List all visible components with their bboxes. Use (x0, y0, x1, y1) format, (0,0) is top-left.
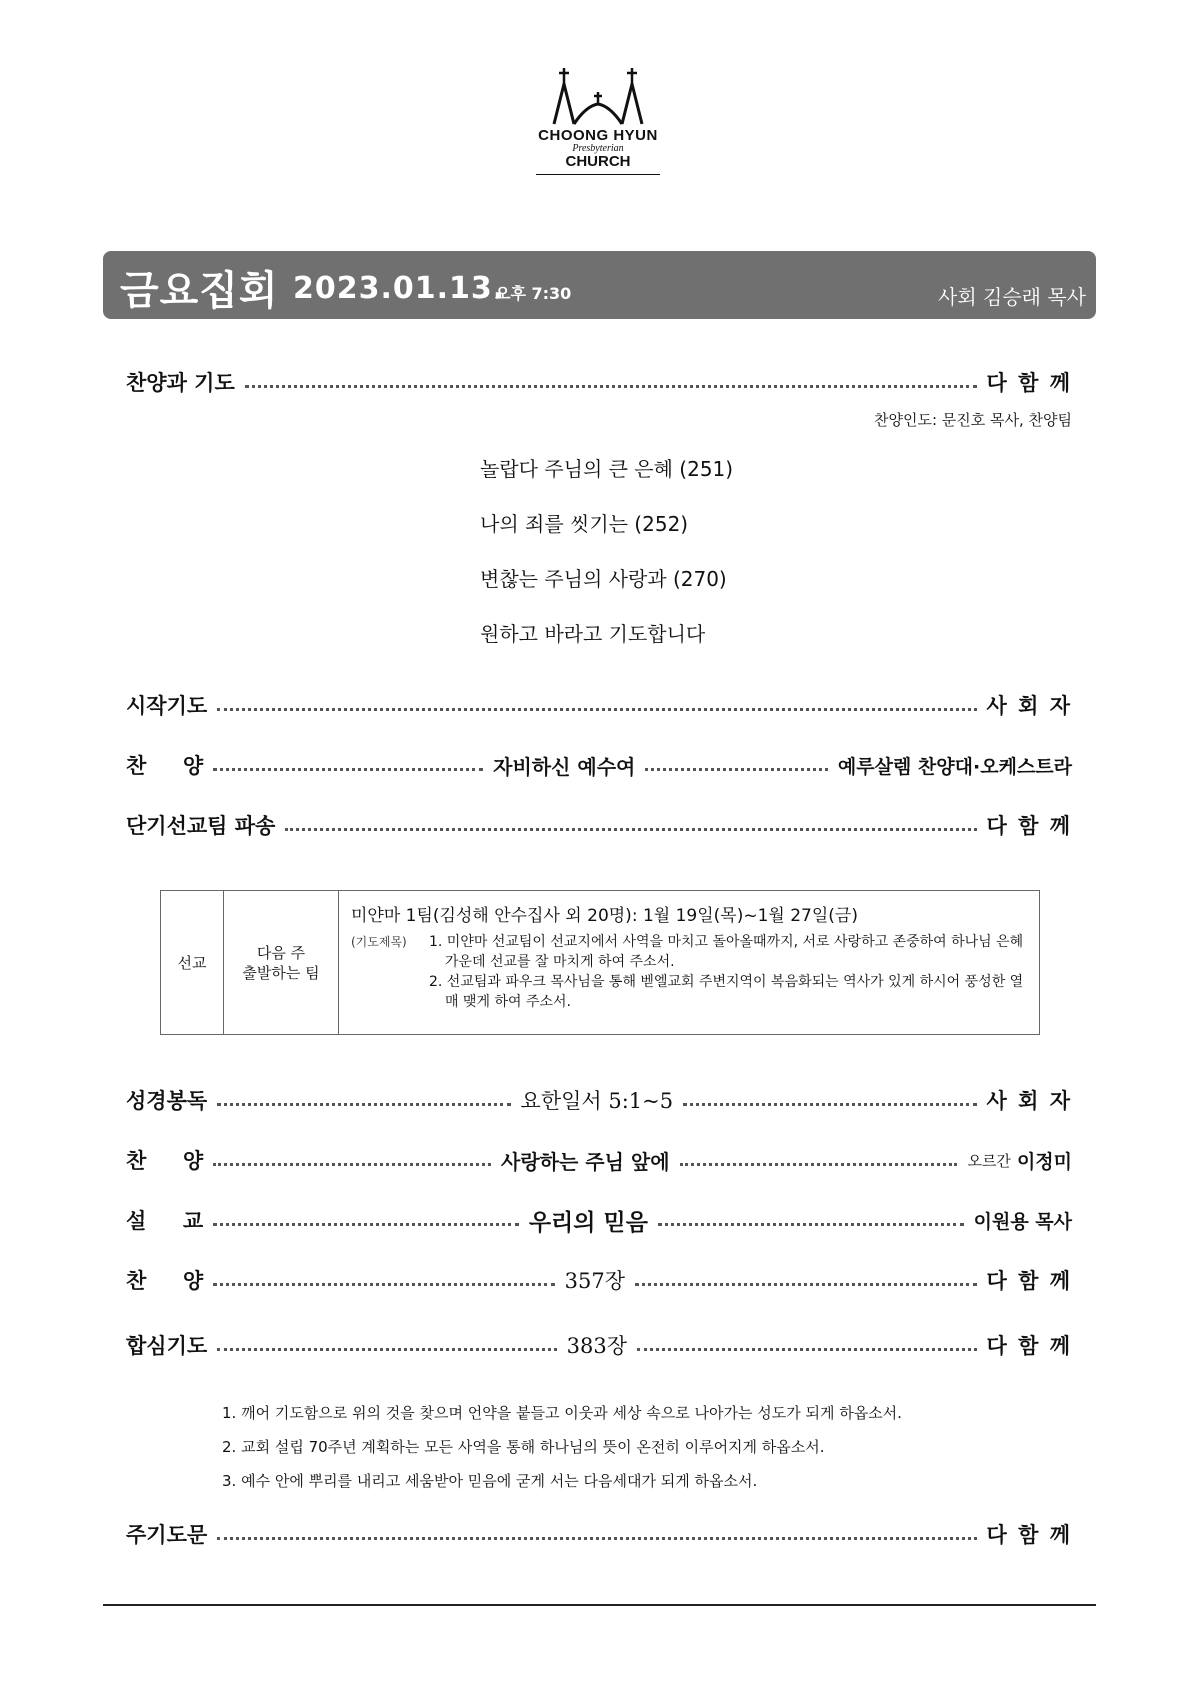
service-date: 2023.01.13. (293, 271, 506, 306)
mission-team-cell (224, 891, 339, 1034)
service-time: 오후 7:30 (495, 284, 572, 303)
mission-team-line: 다음 주 (256, 943, 306, 962)
dot-leader (213, 1163, 491, 1166)
prayer-notes (222, 1396, 902, 1498)
dot-leader (637, 1348, 977, 1351)
program-item: 자비하신 예수여 (493, 754, 636, 779)
program-leader: 다 함 께 (986, 1268, 1072, 1293)
logo-line-3: CHURCH (565, 153, 631, 170)
program-label: 설 교 (126, 1208, 204, 1233)
mission-team-line: 출발하는 팀 (242, 963, 320, 982)
program-role: 오르간 (967, 1151, 1011, 1170)
dot-leader (213, 768, 483, 771)
program-leader: 다 함 께 (986, 370, 1072, 395)
prayer-items (429, 932, 1027, 1012)
worship-leaders: 찬양인도: 문진호 목사, 찬양팀 (873, 411, 1072, 429)
program-leader: 이원용 목사 (973, 1210, 1073, 1233)
dot-leader (213, 1283, 555, 1286)
sermon-title: 우리의 믿음 (528, 1209, 648, 1236)
church-logo (536, 66, 660, 190)
program-row (126, 1517, 1072, 1551)
program-leader: 다 함 께 (986, 1522, 1072, 1547)
program-row (126, 1143, 1072, 1177)
logo-line-1: CHOONG HYUN (538, 127, 658, 144)
prayer-note: 2. 교회 설립 70주년 계획하는 모든 사역을 통해 하나님의 뜻이 온전히 이루어지게 하옵소서. (222, 1438, 825, 1456)
program-item: 요한일서 5:1~5 (520, 1089, 674, 1113)
dot-leader (645, 768, 828, 771)
dot-leader (217, 708, 976, 711)
prayer-tag: (기도제목) (351, 935, 407, 949)
program-row (126, 1328, 1072, 1362)
program-label: 성경봉독 (126, 1088, 208, 1113)
program-row (126, 808, 1072, 842)
mission-details (339, 891, 1039, 1034)
mission-table (160, 890, 1040, 1035)
program-leader: 이정미 (1016, 1150, 1072, 1173)
program-item: 357장 (564, 1269, 626, 1293)
service-leader: 사회 김승래 목사 (938, 285, 1086, 309)
program-item: 사랑하는 주님 앞에 (501, 1149, 670, 1174)
service-header (103, 251, 1096, 319)
dot-leader (217, 1103, 510, 1106)
service-title: 금요집회 (120, 268, 279, 314)
program-label: 찬 양 (126, 1268, 204, 1293)
program-row (126, 748, 1072, 782)
mission-category: 선교 (161, 891, 224, 1034)
dot-leader (245, 385, 977, 388)
logo-line-2: Presbyterian (572, 143, 624, 154)
mission-headline: 미얀마 1팀(김성해 안수집사 외 20명): 1월 19일(목)~1월 27일(금) (351, 906, 858, 926)
dot-leader (217, 1348, 557, 1351)
program-leader: 사 회 자 (986, 1088, 1072, 1113)
program-row (126, 1203, 1072, 1237)
dot-leader (680, 1163, 958, 1166)
dot-leader (285, 828, 976, 831)
program-row (126, 365, 1072, 399)
prayer-item: 2. 선교팀과 파우크 목사님을 통해 벧엘교회 주변지역이 복음화되는 역사가 있게 하시어 풍성한 열매 맺게 하여 주소서. (429, 974, 1024, 1010)
prayer-note: 3. 예수 안에 뿌리를 내리고 세움받아 믿음에 굳게 서는 다음세대가 되게 하옵소서. (222, 1472, 758, 1490)
prayer-item: 1. 미얀마 선교팀이 선교지에서 사역을 마치고 돌아올때까지, 서로 사랑하고 존중하여 하나님 은혜 가운데 선교를 잘 마치게 하여 주소서. (429, 934, 1024, 970)
bottom-divider (103, 1604, 1096, 1606)
program-leader: 다 함 께 (986, 813, 1072, 838)
program-item: 383장 (566, 1334, 628, 1358)
program-row (126, 688, 1072, 722)
dot-leader (217, 1537, 976, 1540)
program-row (126, 1083, 1072, 1117)
dot-leader (635, 1283, 977, 1286)
prayer-note: 1. 깨어 기도함으로 위의 것을 찾으며 언약을 붙들고 이웃과 세상 속으로 나아가는 성도가 되게 하옵소서. (222, 1404, 902, 1422)
program-row (126, 1263, 1072, 1297)
program-label: 시작기도 (126, 693, 208, 718)
song-item: 변찮는 주님의 사랑과 (270) (480, 567, 727, 591)
dot-leader (658, 1223, 964, 1226)
dot-leader (683, 1103, 976, 1106)
program-leader: 사 회 자 (986, 693, 1072, 718)
song-item: 원하고 바라고 기도합니다 (480, 622, 706, 646)
program-label: 단기선교팀 파송 (126, 813, 276, 838)
program-label: 찬양과 기도 (126, 370, 235, 395)
program-leader: 다 함 께 (986, 1333, 1073, 1358)
song-item: 놀랍다 주님의 큰 은혜 (251) (480, 457, 734, 481)
logo-underline (536, 174, 660, 175)
program-label: 찬 양 (126, 753, 204, 778)
church-spires-icon (548, 66, 648, 126)
program-label: 찬 양 (126, 1148, 204, 1173)
program-label: 주기도문 (126, 1522, 208, 1547)
song-item: 나의 죄를 씻기는 (252) (480, 512, 689, 536)
program-leader: 예루살렘 찬양대·오케스트라 (837, 755, 1072, 778)
dot-leader (213, 1223, 519, 1226)
song-list (480, 452, 733, 672)
program-label: 합심기도 (126, 1333, 208, 1358)
